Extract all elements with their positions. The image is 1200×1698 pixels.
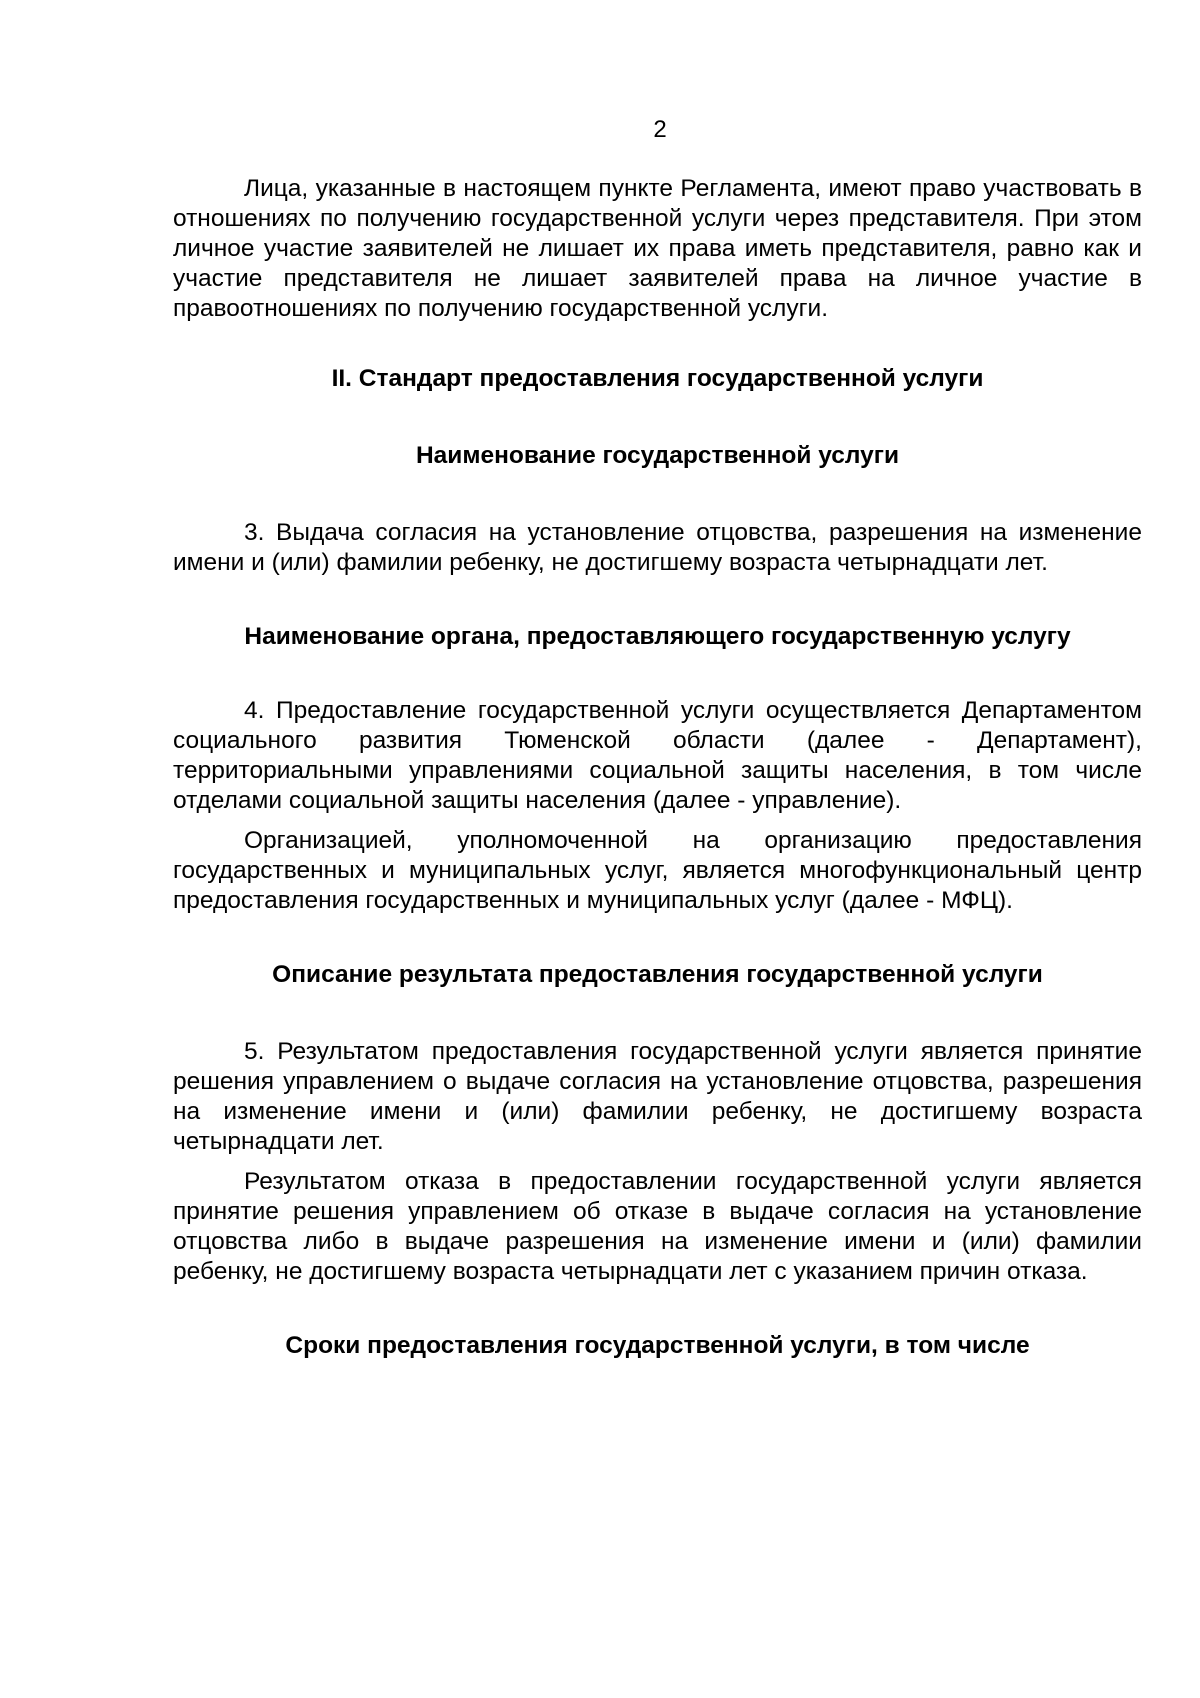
paragraph-5: 5. Результатом предоставления государственной услуги является принятие решения управлением о выдаче согласия на установление отцовства, разрешения на изменение имени и (или) фамилии ребенку, не достигшему возраста четырнадцати лет. xyxy=(173,1038,1142,1155)
subheading-result: Описание результата предоставления государственной услуги xyxy=(272,961,1043,988)
subheading-organ: Наименование органа, предоставляющего государственную услугу xyxy=(244,623,1071,650)
paragraph-5-refusal: Результатом отказа в предоставлении государственной услуги является принятие решения управлением об отказе в выдаче согласия на установление отцовства либо в выдаче разрешения на изменение имени и (или) фамилии ребенку, не достигшему возраста четырнадцати лет с указанием причин отказа. xyxy=(173,1168,1142,1285)
page-number: 2 xyxy=(653,116,667,143)
paragraph-4-mfc: Организацией, уполномоченной на организацию предоставления государственных и муниципальных услуг, является многофункциональный центр предоставления государственных и муниципальных услуг (далее - МФЦ). xyxy=(173,827,1142,914)
paragraph-3: 3. Выдача согласия на установление отцовства, разрешения на изменение имени и (или) фамилии ребенку, не достигшему возраста четырнадцати лет. xyxy=(173,519,1142,576)
paragraph-4: 4. Предоставление государственной услуги осуществляется Департаментом социального развития Тюменской области (далее - Департамент), территориальными управлениями социальной защиты населения, в том числе отделами социальной защиты населения (далее - управление). xyxy=(173,697,1142,814)
paragraph-intro: Лица, указанные в настоящем пункте Регламента, имеют право участвовать в отношениях по получению государственной услуги через представителя. При этом личное участие заявителей не лишает их права иметь представителя, равно как и участие представителя не лишает заявителей права на личное участие в правоотношениях по получению государственной услуги. xyxy=(173,175,1142,322)
subheading-terms: Сроки предоставления государственной услуги, в том числе xyxy=(285,1332,1030,1359)
document-body xyxy=(173,174,1142,1361)
subheading-service-name: Наименование государственной услуги xyxy=(415,442,900,469)
section-heading: II. Стандарт предоставления государственной услуги xyxy=(331,365,984,392)
